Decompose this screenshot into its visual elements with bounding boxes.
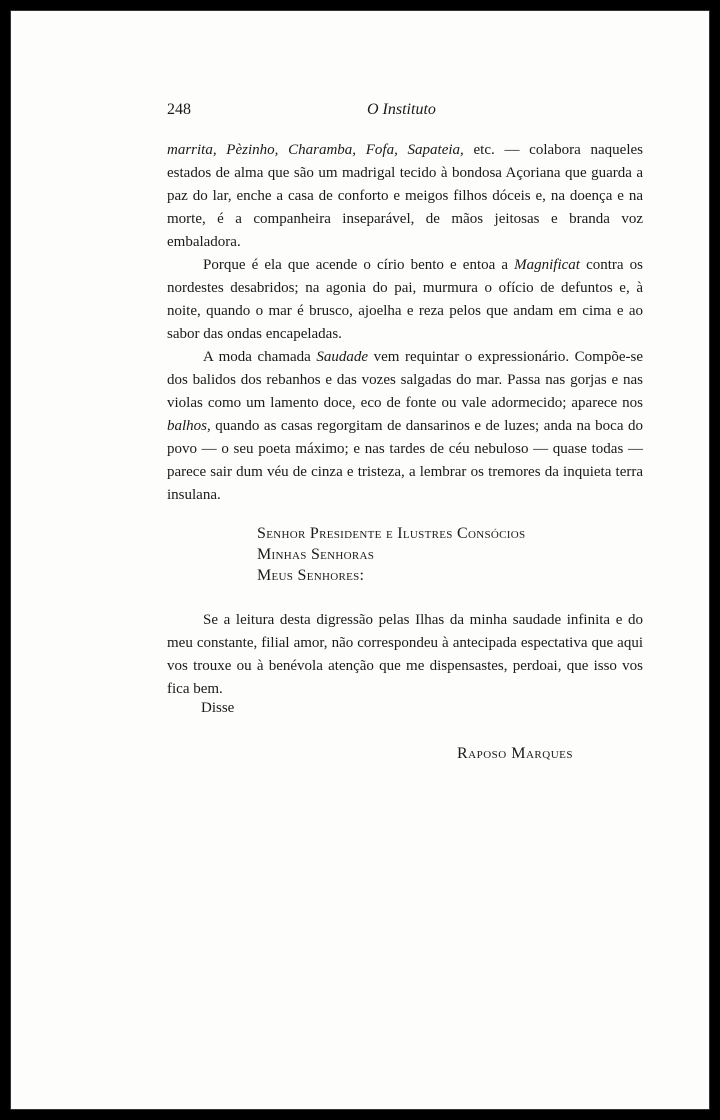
paragraph-2-text-c: contra os nordestes desabridos; na agonia do pai, murmura o ofício de defuntos e, à noite, quando o mar é brusco, ajoelha e reza pelos que andam em cima e ao sabor das ondas encapeladas. <box>167 257 643 342</box>
paragraph-2 <box>167 254 643 346</box>
salutation-line-1: Senhor Presidente e Ilustres Consócios <box>257 525 526 542</box>
paragraph-1-italic: marrita, Pèzinho, Charamba, Fofa, Sapateia, <box>167 142 464 158</box>
book-page <box>10 10 710 1110</box>
salutation-line-3: Meus Senhores: <box>257 567 365 584</box>
salutation <box>257 523 677 586</box>
paragraph-1 <box>167 139 643 254</box>
sign-off: Disse <box>201 700 235 716</box>
paragraph-2-italic: Magnificat <box>514 257 580 273</box>
paragraph-1-text: etc. — colabora naqueles estados de alma que são um madrigal tecido à bondosa Açoriana que guarda a paz do lar, enche a casa de conforto e meigos filhos dóceis e, na doença e na morte, é a companheira inseparável, de mãos jeitosas e branda voz embaladora. <box>167 142 643 250</box>
closing-paragraph <box>167 609 643 701</box>
page-number: 248 <box>167 101 191 118</box>
running-head <box>167 101 467 125</box>
paragraph-2-text-a: Porque é ela que acende o círio bento e entoa a <box>203 257 515 273</box>
body-text <box>167 139 643 507</box>
paragraph-3-text-c: vem requintar o expressionário. Compõe-se dos balidos dos rebanhos e das vozes salgadas do mar. Passa nas gorjas e nas violas como um lamento doce, eco de fonte ou vale adormecido; aparece nos <box>167 349 643 411</box>
paragraph-3-italic-d: balhos <box>167 418 208 434</box>
salutation-line-2: Minhas Senhoras <box>257 546 375 563</box>
closing-text: Se a leitura desta digressão pelas Ilhas da minha saudade infinita e do meu constante, filial amor, não correspondeu à antecipada espectativa que aqui vos trouxe ou à benévola atenção que me dispensastes, perdoai, que isso vos fica bem. <box>167 612 643 697</box>
paragraph-3 <box>167 346 643 507</box>
paragraph-3-italic-b: Saudade <box>316 349 369 365</box>
author-signature: Raposo Marques <box>457 745 573 762</box>
paragraph-3-text-e: , quando as casas regorgitam de dansarinos e de luzes; anda na boca do povo — o seu poeta máximo; e nas tardes de céu nebuloso — quase todas — parece sair dum véu de cinza e tristeza, a lembrar os tremores da inquieta terra insulana. <box>167 418 643 503</box>
paragraph-3-text-a: A moda chamada <box>203 349 317 365</box>
running-title: O Instituto <box>367 101 436 118</box>
